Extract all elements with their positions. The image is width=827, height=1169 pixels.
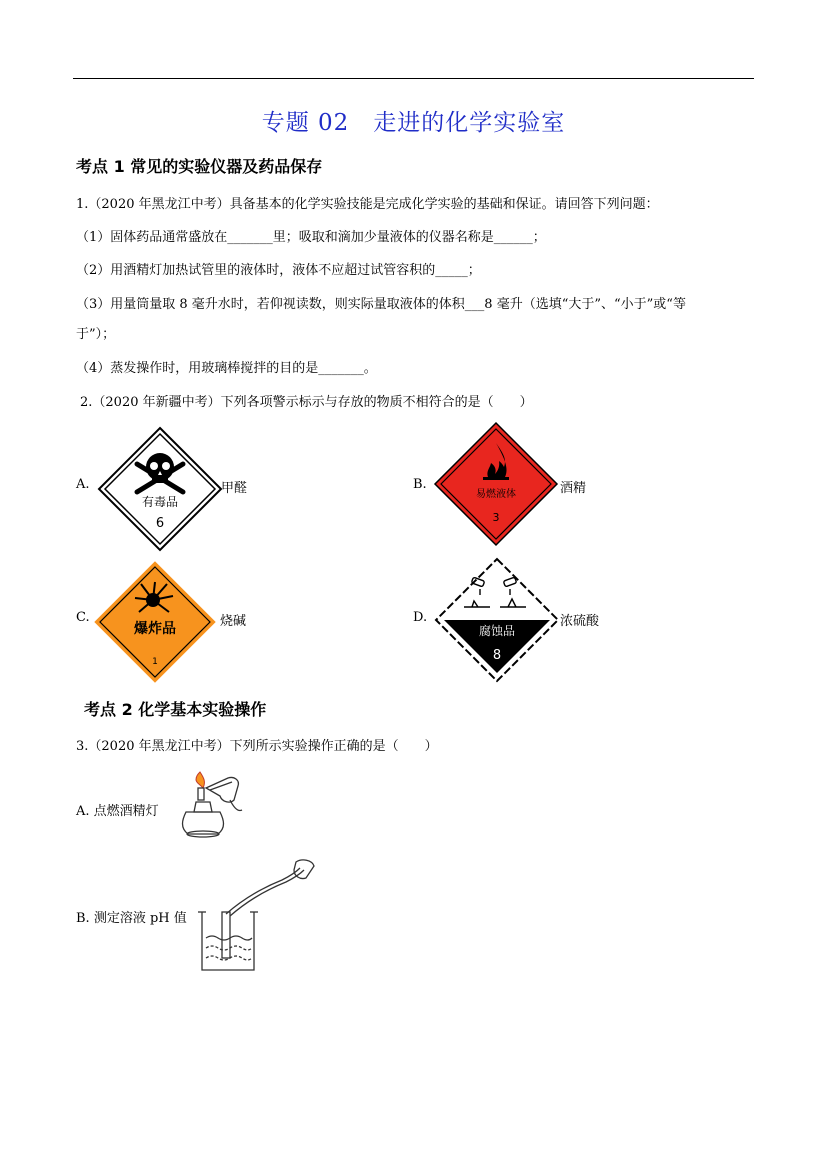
header-rule — [73, 78, 754, 79]
q2-option-d-letter: D. — [413, 610, 428, 625]
ph-test-beaker-icon — [196, 858, 320, 974]
explosive-sign-number: 1 — [152, 657, 158, 667]
toxic-sign-text: 有毒品 — [141, 495, 179, 509]
alcohol-lamp-lighting-icon — [172, 766, 246, 842]
q2-option-b-letter: B. — [413, 477, 427, 492]
section-heading-2: 考点 2 化学基本实验操作 — [84, 700, 267, 719]
q2-stem: 2.（2020 年新疆中考）下列各项警示标示与存放的物质不相符合的是（ ） — [80, 395, 533, 410]
toxic-sign-number: 6 — [155, 516, 165, 531]
flammable-sign-text: 易燃液体 — [476, 489, 516, 500]
page-title: 专题 02 走进的化学实验室 — [261, 110, 566, 136]
q1-line-1: （1）固体药品通常盛放在_______里；吸取和滴加少量液体的仪器名称是______； — [76, 230, 546, 245]
q1-line-3: （3）用量筒量取 8 毫升水时，若仰视读数，则实际量取液体的体积___8 毫升（选填“大于”、“小于”或“等 — [76, 297, 686, 312]
q2-option-d-substance: 浓硫酸 — [560, 614, 600, 629]
flammable-liquid-sign-icon — [433, 421, 559, 547]
q2-option-b-substance: 酒精 — [560, 481, 587, 496]
corrosive-sign-text: 腐蚀品 — [478, 624, 516, 638]
corrosive-sign-icon — [434, 557, 560, 683]
q2-option-c-letter: C. — [76, 610, 90, 625]
q3-option-b-label: B. 测定溶液 pH 值 — [76, 911, 187, 926]
q2-option-c-substance: 烧碱 — [220, 614, 247, 629]
q3-stem: 3.（2020 年黑龙江中考）下列所示实验操作正确的是（ ） — [76, 739, 438, 754]
explosive-sign-text: 爆炸品 — [134, 621, 176, 637]
toxic-sign-icon — [97, 426, 223, 552]
flammable-sign-number: 3 — [492, 511, 500, 524]
explosive-sign-icon — [93, 560, 217, 684]
q1-line-5: （4）蒸发操作时，用玻璃棒搅拌的目的是_______。 — [76, 361, 377, 376]
q2-option-a-letter: A. — [76, 477, 90, 492]
corrosive-sign-number: 8 — [492, 648, 502, 663]
section-heading-1: 考点 1 常见的实验仪器及药品保存 — [76, 157, 323, 176]
q1-line-4: 于”）； — [76, 327, 116, 342]
q2-option-a-substance: 甲醛 — [221, 481, 248, 496]
q1-stem: 1.（2020 年黑龙江中考）具备基本的化学实验技能是完成化学实验的基础和保证。请回答下列问题： — [76, 197, 659, 212]
q3-option-a-label: A. 点燃酒精灯 — [76, 804, 159, 819]
q1-line-2: （2）用酒精灯加热试管里的液体时，液体不应超过试管容积的_____； — [76, 263, 481, 278]
